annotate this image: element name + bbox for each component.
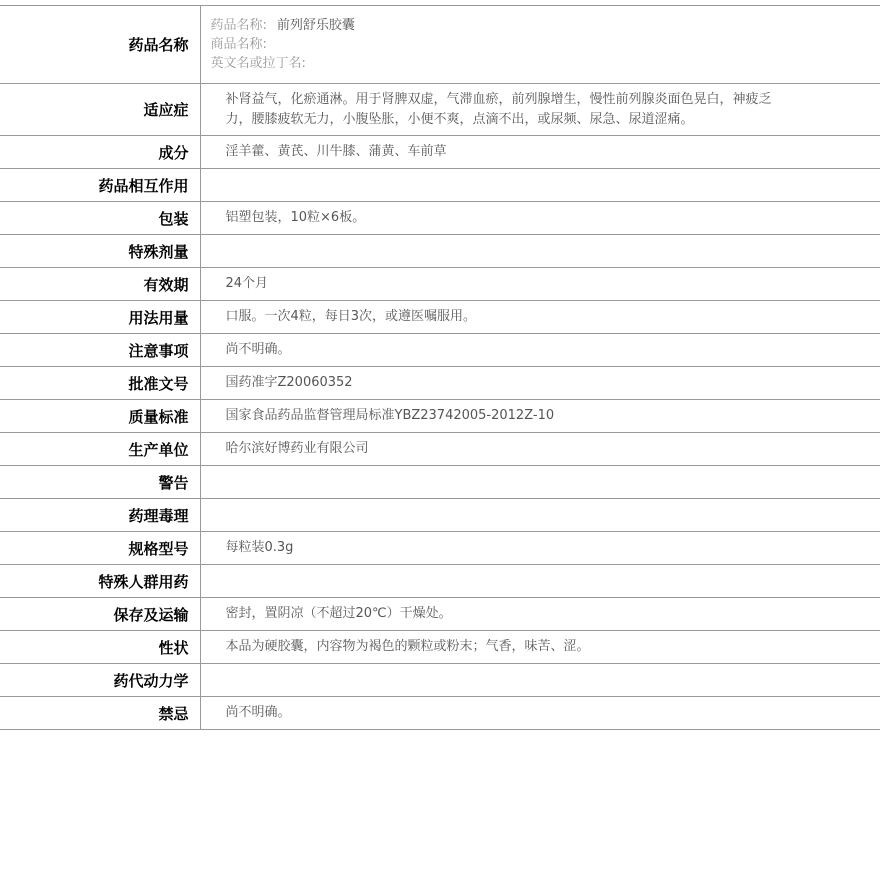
- spec-row: [0, 499, 880, 532]
- spec-row: [0, 169, 880, 202]
- row-label: 质量标准: [0, 400, 200, 433]
- spec-row-drug-name: [0, 6, 880, 84]
- row-value: [200, 664, 880, 697]
- row-value: 淫羊藿、黄芪、川牛膝、蒲黄、车前草: [200, 136, 880, 169]
- row-label: 性状: [0, 631, 200, 664]
- generic-name-line: [211, 16, 791, 35]
- spec-row: [0, 136, 880, 169]
- drug-spec-table: [0, 5, 880, 730]
- row-label: 特殊人群用药: [0, 565, 200, 598]
- row-label: 用法用量: [0, 301, 200, 334]
- spec-row: [0, 664, 880, 697]
- row-value: 补肾益气，化瘀通淋。用于肾脾双虚，气滞血瘀，前列腺增生，慢性前列腺炎面色晃白，神疲乏力，腰膝疲软无力，小腹坠胀，小便不爽，点滴不出，或尿频、尿急、尿道涩痛。: [200, 84, 880, 136]
- row-value: [200, 499, 880, 532]
- row-value: [200, 235, 880, 268]
- row-label: 成分: [0, 136, 200, 169]
- row-label: 保存及运输: [0, 598, 200, 631]
- row-label: 包装: [0, 202, 200, 235]
- spec-row: [0, 84, 880, 136]
- english-name-label: 英文名或拉丁名:: [210, 56, 306, 71]
- row-label: 药品相互作用: [0, 169, 200, 202]
- row-value: 口服。一次4粒，每日3次，或遵医嘱服用。: [200, 301, 880, 334]
- row-value: 国药准字Z20060352: [200, 367, 880, 400]
- spec-row: [0, 631, 880, 664]
- spec-row: [0, 400, 880, 433]
- spec-row: [0, 334, 880, 367]
- spec-row: [0, 565, 880, 598]
- row-label: 警告: [0, 466, 200, 499]
- row-value: 本品为硬胶囊，内容物为褐色的颗粒或粉末；气香，味苦、涩。: [200, 631, 880, 664]
- row-value: 铝塑包装，10粒×6板。: [200, 202, 880, 235]
- row-label: 适应症: [0, 84, 200, 136]
- spec-row: [0, 433, 880, 466]
- spec-row: [0, 268, 880, 301]
- row-value: 尚不明确。: [200, 334, 880, 367]
- drug-name-cell: [200, 6, 880, 84]
- spec-row: [0, 301, 880, 334]
- row-label: 特殊剂量: [0, 235, 200, 268]
- row-label: 药代动力学: [0, 664, 200, 697]
- row-value: 尚不明确。: [200, 697, 880, 730]
- english-name-line: [211, 54, 791, 73]
- spec-row: [0, 598, 880, 631]
- row-value: 国家食品药品监督管理局标准YBZ23742005-2012Z-10: [200, 400, 880, 433]
- row-label: 禁忌: [0, 697, 200, 730]
- row-value: [200, 565, 880, 598]
- trade-name-label: 商品名称:: [210, 37, 267, 52]
- generic-name-label: 药品名称:: [210, 18, 267, 33]
- spec-row: [0, 235, 880, 268]
- trade-name-line: [211, 35, 791, 54]
- spec-row: [0, 532, 880, 565]
- generic-name-value: 前列舒乐胶囊: [276, 18, 355, 33]
- row-value: 24个月: [200, 268, 880, 301]
- row-label: 注意事项: [0, 334, 200, 367]
- spec-row: [0, 697, 880, 730]
- row-value: [200, 466, 880, 499]
- row-value: 每粒装0.3g: [200, 532, 880, 565]
- row-label: 药理毒理: [0, 499, 200, 532]
- spec-table-body: [0, 6, 880, 730]
- row-label: 批准文号: [0, 367, 200, 400]
- row-value: 密封，置阴凉（不超过20℃）干燥处。: [200, 598, 880, 631]
- row-label: 生产单位: [0, 433, 200, 466]
- row-label: 有效期: [0, 268, 200, 301]
- row-label: 药品名称: [0, 6, 200, 84]
- row-label: 规格型号: [0, 532, 200, 565]
- row-value: [200, 169, 880, 202]
- spec-row: [0, 466, 880, 499]
- spec-row: [0, 367, 880, 400]
- row-value: 哈尔滨好博药业有限公司: [200, 433, 880, 466]
- spec-row: [0, 202, 880, 235]
